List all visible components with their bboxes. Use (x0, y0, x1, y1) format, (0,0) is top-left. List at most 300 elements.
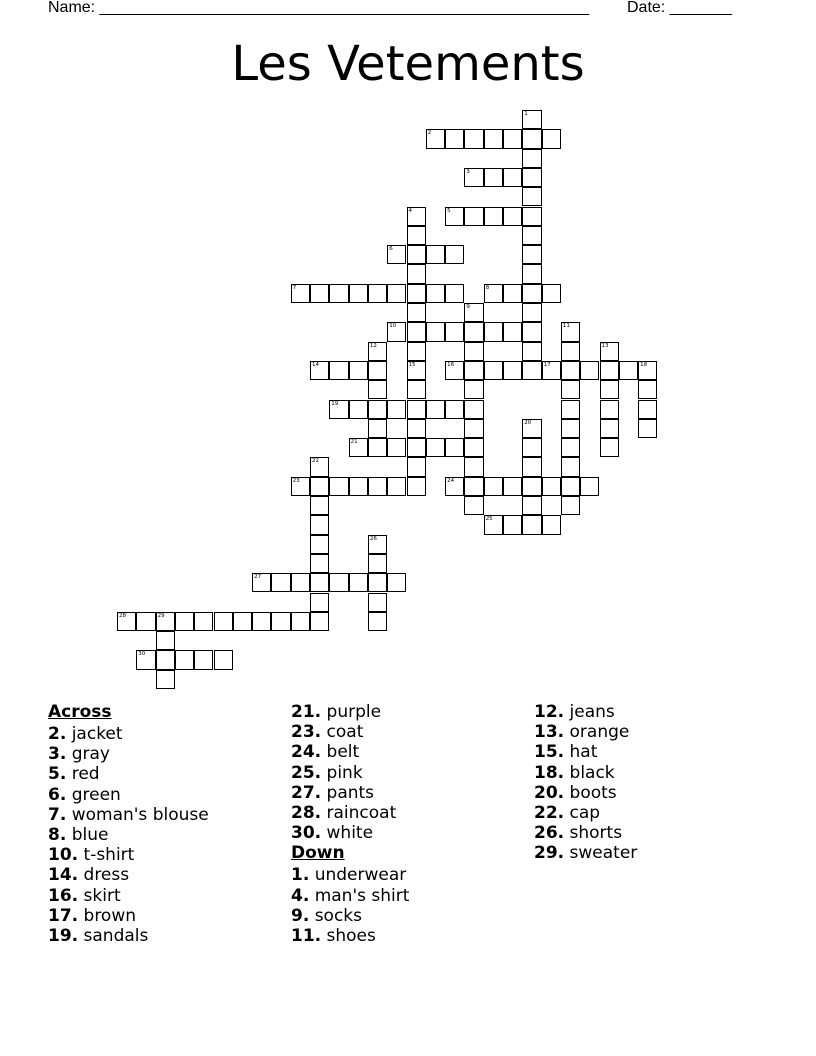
clue-number: 10. (48, 845, 79, 866)
grid-cell[interactable] (426, 284, 445, 303)
clue-text: sandals (78, 925, 149, 946)
clue-item (291, 886, 409, 906)
clue-item (291, 742, 409, 762)
grid-cell[interactable] (561, 380, 580, 399)
grid-cell[interactable] (600, 400, 619, 419)
grid-cell[interactable] (426, 322, 445, 341)
grid-cell[interactable] (464, 322, 483, 341)
page-title: Les Vetements (231, 36, 585, 92)
grid-cell[interactable] (464, 303, 483, 322)
grid-cell[interactable] (349, 477, 368, 496)
clue-text: orange (564, 722, 630, 743)
grid-cell[interactable] (368, 438, 387, 457)
clue-number: 26. (534, 823, 565, 844)
clue-text: dress (78, 865, 130, 886)
grid-cell[interactable] (368, 612, 387, 631)
clue-item (48, 764, 209, 784)
grid-cell[interactable] (329, 573, 348, 592)
clue-number: 17. (48, 905, 79, 926)
grid-cell[interactable] (503, 515, 522, 534)
grid-cell[interactable] (484, 207, 503, 226)
name-blank[interactable]: _______________________________________________________ (99, 0, 589, 16)
clue-column-1 (48, 702, 209, 946)
grid-cell[interactable] (368, 477, 387, 496)
grid-cell[interactable] (349, 438, 368, 457)
grid-cell[interactable] (310, 477, 329, 496)
grid-cell[interactable] (522, 168, 541, 187)
date-blank[interactable]: _______ (669, 0, 732, 16)
grid-cell[interactable] (407, 322, 426, 341)
grid-cell[interactable] (561, 477, 580, 496)
grid-cell[interactable] (522, 245, 541, 264)
clue-number: 16. (48, 885, 79, 906)
clue-text: gray (66, 744, 110, 765)
grid-cell[interactable] (349, 400, 368, 419)
clue-number: 18. (534, 762, 565, 783)
grid-cell[interactable] (561, 438, 580, 457)
grid-cell[interactable] (484, 129, 503, 148)
grid-cell[interactable] (175, 612, 194, 631)
grid-cell[interactable] (387, 322, 406, 341)
grid-cell[interactable] (561, 457, 580, 476)
clue-text: underwear (309, 865, 407, 886)
grid-cell[interactable] (464, 457, 483, 476)
clue-item (48, 825, 209, 845)
grid-cell[interactable] (445, 322, 464, 341)
clue-number: 15. (534, 742, 565, 763)
clue-text: jeans (564, 702, 615, 722)
grid-cell[interactable] (580, 361, 599, 380)
clue-column-2 (291, 702, 409, 946)
clue-item (534, 763, 637, 783)
grid-cell[interactable] (387, 573, 406, 592)
grid-cell[interactable] (194, 650, 213, 669)
cell-number: 2 (427, 130, 432, 137)
cell-number: 17 (543, 361, 551, 368)
clue-text: green (66, 784, 121, 805)
clue-number: 2. (48, 724, 67, 744)
grid-cell[interactable] (522, 207, 541, 226)
clue-number: 24. (291, 742, 322, 763)
grid-cell[interactable] (445, 284, 464, 303)
cell-number: 21 (350, 439, 358, 446)
clue-item (48, 865, 209, 885)
grid-cell[interactable] (445, 207, 464, 226)
clue-item (291, 823, 409, 843)
grid-cell[interactable] (407, 342, 426, 361)
grid-cell[interactable] (445, 438, 464, 457)
grid-cell[interactable] (329, 284, 348, 303)
grid-cell[interactable] (368, 593, 387, 612)
cell-number: 29 (157, 612, 165, 619)
grid-cell[interactable] (522, 342, 541, 361)
grid-cell[interactable] (522, 515, 541, 534)
grid-cell[interactable] (156, 631, 175, 650)
grid-cell[interactable] (349, 284, 368, 303)
clue-number: 9. (291, 905, 310, 926)
clue-text: hat (564, 742, 598, 763)
clue-item (534, 823, 637, 843)
clue-number: 1. (291, 865, 310, 886)
clue-column-3 (534, 702, 637, 864)
grid-cell[interactable] (407, 400, 426, 419)
clue-number: 4. (291, 885, 310, 906)
grid-cell[interactable] (638, 400, 657, 419)
clue-number: 6. (48, 784, 67, 805)
grid-cell[interactable] (136, 650, 155, 669)
grid-cell[interactable] (407, 264, 426, 283)
clue-text: sweater (564, 843, 638, 864)
cell-number: 10 (389, 323, 397, 330)
grid-cell[interactable] (407, 207, 426, 226)
grid-cell[interactable] (464, 477, 483, 496)
grid-cell[interactable] (387, 438, 406, 457)
cell-number: 11 (562, 323, 570, 330)
cell-number: 7 (292, 284, 297, 291)
grid-cell[interactable] (445, 245, 464, 264)
clue-number: 21. (291, 702, 322, 722)
clue-item (291, 702, 409, 722)
clue-text: woman's blouse (66, 804, 209, 825)
grid-cell[interactable] (291, 573, 310, 592)
clue-item (48, 805, 209, 825)
grid-cell[interactable] (310, 593, 329, 612)
grid-cell[interactable] (387, 477, 406, 496)
grid-cell[interactable] (464, 207, 483, 226)
clue-text: pink (321, 762, 363, 783)
grid-cell[interactable] (156, 650, 175, 669)
grid-cell[interactable] (368, 361, 387, 380)
cell-number: 3 (466, 168, 470, 175)
grid-cell[interactable] (542, 129, 561, 148)
clue-text: purple (321, 702, 382, 722)
grid-cell[interactable] (291, 284, 310, 303)
grid-cell[interactable] (542, 284, 561, 303)
clue-item (291, 783, 409, 803)
grid-cell[interactable] (464, 400, 483, 419)
clue-item (534, 702, 637, 722)
grid-cell[interactable] (484, 322, 503, 341)
clue-text: cap (564, 802, 601, 823)
grid-cell[interactable] (600, 438, 619, 457)
grid-cell[interactable] (329, 361, 348, 380)
clue-item (534, 843, 637, 863)
grid-cell[interactable] (368, 400, 387, 419)
clue-number: 12. (534, 702, 565, 722)
grid-cell[interactable] (503, 168, 522, 187)
cell-number: 8 (485, 284, 490, 291)
grid-cell[interactable] (445, 477, 464, 496)
grid-cell[interactable] (156, 670, 175, 689)
grid-cell[interactable] (214, 650, 233, 669)
grid-cell[interactable] (445, 361, 464, 380)
cell-number: 14 (312, 361, 319, 368)
grid-cell[interactable] (156, 612, 175, 631)
grid-cell[interactable] (310, 284, 329, 303)
clue-text: shorts (564, 823, 623, 844)
grid-cell[interactable] (407, 438, 426, 457)
grid-cell[interactable] (522, 264, 541, 283)
grid-cell[interactable] (329, 400, 348, 419)
grid-cell[interactable] (252, 612, 271, 631)
clue-item (48, 845, 209, 865)
grid-cell[interactable] (368, 380, 387, 399)
clue-text: blue (66, 824, 109, 845)
clue-number: 8. (48, 824, 67, 845)
grid-cell[interactable] (464, 342, 483, 361)
clue-item (534, 803, 637, 823)
grid-cell[interactable] (407, 477, 426, 496)
clue-number: 29. (534, 843, 565, 864)
clue-number: 5. (48, 764, 67, 785)
cell-number: 28 (119, 612, 126, 619)
cell-number: 19 (331, 400, 339, 407)
grid-cell[interactable] (464, 129, 483, 148)
clue-item (291, 906, 409, 926)
grid-cell[interactable] (484, 515, 503, 534)
grid-cell[interactable] (291, 477, 310, 496)
clue-text: belt (321, 742, 360, 763)
grid-cell[interactable] (329, 477, 348, 496)
clue-text: socks (309, 905, 363, 926)
grid-cell[interactable] (271, 612, 290, 631)
grid-cell[interactable] (349, 573, 368, 592)
cell-number: 22 (312, 458, 319, 465)
grid-cell[interactable] (368, 554, 387, 573)
grid-cell[interactable] (368, 573, 387, 592)
clue-text: skirt (78, 885, 121, 906)
date-label: Date: (627, 0, 666, 16)
grid-cell[interactable] (522, 322, 541, 341)
grid-cell[interactable] (522, 129, 541, 148)
grid-cell[interactable] (310, 457, 329, 476)
grid-cell[interactable] (600, 361, 619, 380)
grid-cell[interactable] (484, 361, 503, 380)
grid-cell[interactable] (117, 612, 136, 631)
grid-cell[interactable] (484, 284, 503, 303)
grid-cell[interactable] (561, 322, 580, 341)
clue-text: boots (564, 782, 617, 803)
clue-number: 19. (48, 925, 79, 946)
grid-cell[interactable] (522, 303, 541, 322)
grid-cell[interactable] (522, 110, 541, 129)
cell-number: 23 (292, 477, 300, 484)
grid-cell[interactable] (368, 419, 387, 438)
grid-cell[interactable] (387, 284, 406, 303)
grid-cell[interactable] (407, 226, 426, 245)
grid-cell[interactable] (310, 535, 329, 554)
clue-number: 23. (291, 722, 322, 743)
cell-number: 6 (389, 246, 393, 253)
grid-cell[interactable] (407, 419, 426, 438)
grid-cell[interactable] (503, 207, 522, 226)
clue-item (291, 926, 409, 946)
grid-cell[interactable] (484, 168, 503, 187)
cell-number: 1 (524, 111, 528, 117)
grid-cell[interactable] (368, 342, 387, 361)
grid-cell[interactable] (638, 361, 657, 380)
grid-cell[interactable] (638, 380, 657, 399)
grid-cell[interactable] (503, 322, 522, 341)
grid-cell[interactable] (503, 129, 522, 148)
grid-cell[interactable] (407, 457, 426, 476)
grid-cell[interactable] (503, 361, 522, 380)
clue-text: raincoat (321, 802, 397, 823)
clue-number: 27. (291, 782, 322, 803)
grid-cell[interactable] (522, 361, 541, 380)
clue-number: 30. (291, 823, 322, 844)
cell-number: 27 (254, 574, 262, 581)
grid-cell[interactable] (522, 187, 541, 206)
grid-cell[interactable] (194, 612, 213, 631)
grid-cell[interactable] (426, 438, 445, 457)
grid-cell[interactable] (522, 284, 541, 303)
grid-cell[interactable] (580, 477, 599, 496)
clue-item (48, 886, 209, 906)
grid-cell[interactable] (542, 477, 561, 496)
clue-number: 20. (534, 782, 565, 803)
grid-cell[interactable] (484, 477, 503, 496)
clue-section-heading: Down (291, 843, 345, 864)
grid-cell[interactable] (310, 515, 329, 534)
grid-cell[interactable] (445, 129, 464, 148)
clue-text: black (564, 762, 615, 783)
cell-number: 9 (466, 304, 470, 310)
grid-cell[interactable] (407, 284, 426, 303)
cell-number: 30 (138, 651, 146, 658)
grid-cell[interactable] (522, 226, 541, 245)
grid-cell[interactable] (175, 650, 194, 669)
grid-cell[interactable] (445, 400, 464, 419)
grid-cell[interactable] (310, 612, 329, 631)
clue-text: t-shirt (78, 845, 135, 866)
grid-cell[interactable] (136, 612, 155, 631)
grid-cell[interactable] (619, 361, 638, 380)
clue-text: white (321, 823, 374, 844)
cell-number: 16 (447, 361, 455, 368)
grid-cell[interactable] (349, 361, 368, 380)
clue-text: red (66, 764, 100, 785)
clue-text: shoes (321, 925, 376, 946)
cell-number: 24 (447, 477, 455, 484)
grid-cell[interactable] (522, 496, 541, 515)
cell-number: 15 (408, 361, 416, 368)
grid-cell[interactable] (542, 361, 561, 380)
clue-number: 14. (48, 865, 79, 886)
grid-cell[interactable] (368, 535, 387, 554)
grid-cell[interactable] (426, 129, 445, 148)
cell-number: 18 (640, 361, 648, 368)
grid-cell[interactable] (503, 477, 522, 496)
grid-cell[interactable] (600, 419, 619, 438)
grid-cell[interactable] (426, 400, 445, 419)
clue-number: 13. (534, 722, 565, 743)
grid-cell[interactable] (407, 303, 426, 322)
grid-cell[interactable] (542, 515, 561, 534)
grid-cell[interactable] (561, 342, 580, 361)
clue-item (291, 722, 409, 742)
grid-cell[interactable] (522, 419, 541, 438)
clue-number: 22. (534, 802, 565, 823)
grid-cell[interactable] (561, 361, 580, 380)
grid-cell[interactable] (310, 496, 329, 515)
clue-item (534, 742, 637, 762)
grid-cell[interactable] (387, 245, 406, 264)
clue-item (48, 926, 209, 946)
grid-cell[interactable] (522, 477, 541, 496)
clue-item (534, 722, 637, 742)
clue-item (291, 803, 409, 823)
clue-item (48, 906, 209, 926)
grid-cell[interactable] (522, 438, 541, 457)
clue-number: 25. (291, 762, 322, 783)
cell-number: 13 (601, 342, 609, 349)
grid-cell[interactable] (464, 380, 483, 399)
grid-cell[interactable] (464, 438, 483, 457)
cell-number: 4 (408, 207, 412, 214)
cell-number: 12 (369, 342, 377, 349)
grid-cell[interactable] (407, 361, 426, 380)
clue-text: man's shirt (309, 885, 410, 906)
clue-item (48, 744, 209, 764)
grid-cell[interactable] (426, 245, 445, 264)
grid-cell[interactable] (233, 612, 252, 631)
clue-text: pants (321, 782, 375, 803)
clue-item (291, 865, 409, 885)
clue-text: jacket (66, 724, 123, 744)
grid-cell[interactable] (561, 496, 580, 515)
grid-cell[interactable] (464, 496, 483, 515)
name-label: Name: (48, 0, 96, 16)
grid-cell[interactable] (600, 380, 619, 399)
grid-cell[interactable] (522, 457, 541, 476)
clue-item (48, 785, 209, 805)
cell-number: 5 (447, 207, 451, 214)
grid-cell[interactable] (464, 168, 483, 187)
grid-cell[interactable] (464, 419, 483, 438)
clue-text: coat (321, 722, 364, 743)
cell-number: 26 (369, 535, 377, 542)
grid-cell[interactable] (638, 419, 657, 438)
clue-number: 28. (291, 802, 322, 823)
grid-cell[interactable] (407, 245, 426, 264)
grid-cell[interactable] (214, 612, 233, 631)
grid-cell[interactable] (252, 573, 271, 592)
clue-number: 11. (291, 925, 322, 946)
clue-item (48, 724, 209, 744)
grid-cell[interactable] (522, 149, 541, 168)
clue-number: 7. (48, 804, 67, 825)
grid-cell[interactable] (271, 573, 290, 592)
grid-cell[interactable] (310, 361, 329, 380)
clue-text: brown (78, 905, 137, 926)
grid-cell[interactable] (387, 400, 406, 419)
clue-number: 3. (48, 744, 67, 765)
grid-cell[interactable] (561, 419, 580, 438)
grid-cell[interactable] (464, 361, 483, 380)
cell-number: 20 (524, 419, 532, 426)
grid-cell[interactable] (600, 342, 619, 361)
grid-cell[interactable] (368, 284, 387, 303)
grid-cell[interactable] (291, 612, 310, 631)
grid-cell[interactable] (310, 554, 329, 573)
clue-item (534, 783, 637, 803)
grid-cell[interactable] (310, 573, 329, 592)
grid-cell[interactable] (561, 400, 580, 419)
grid-cell[interactable] (407, 380, 426, 399)
clue-item (291, 763, 409, 783)
grid-cell[interactable] (503, 284, 522, 303)
